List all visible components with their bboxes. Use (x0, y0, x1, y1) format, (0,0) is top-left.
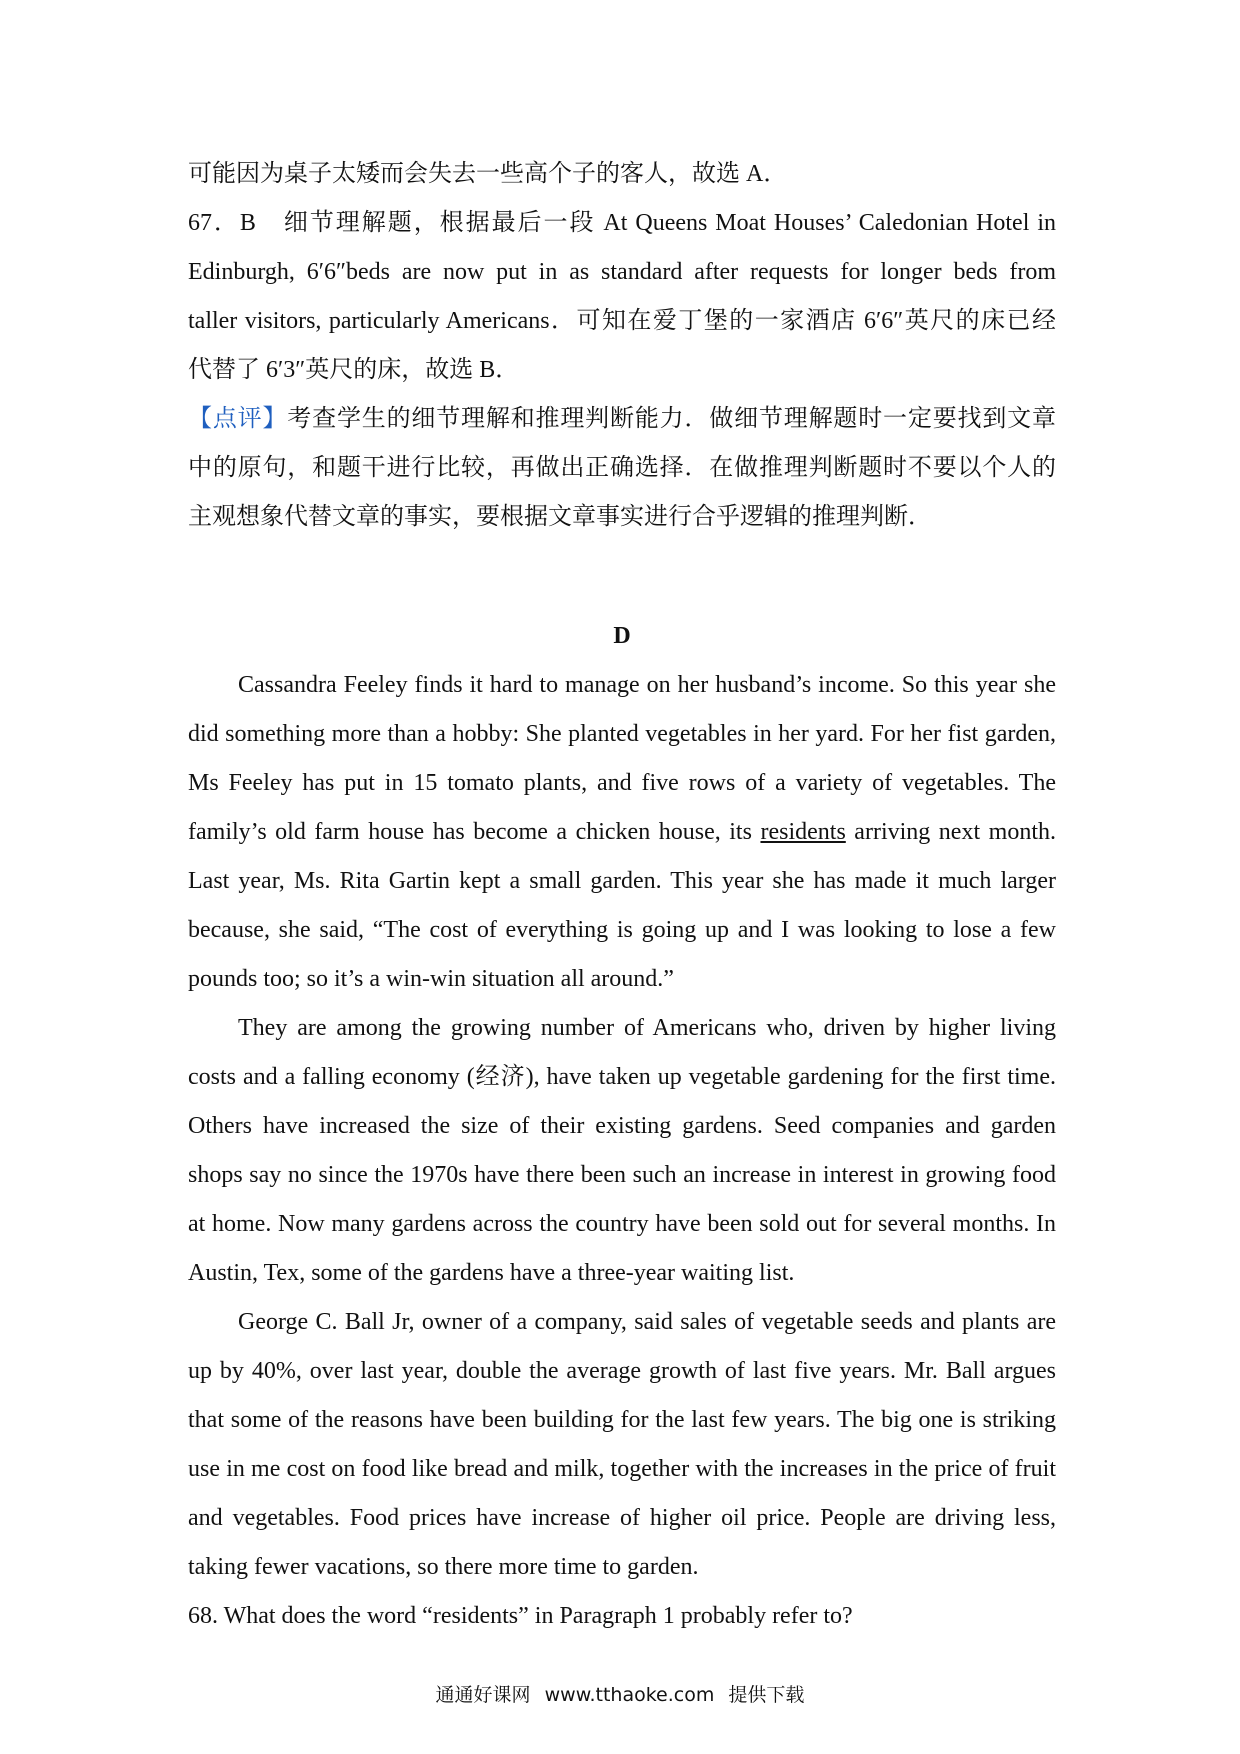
answer-66-tail: 可能因为桌子太矮而会失去一些高个子的客人，故选 A． (188, 161, 788, 187)
passage-paragraph-1 (188, 661, 1056, 1004)
section-title: D (613, 623, 631, 649)
comment-line-3: 主观想象代替文章的事实，要根据文章事实进行合乎逻辑的推理判断． (188, 504, 932, 530)
p1-text-a: Cassandra Feeley finds it hard to manage on her husband’s income. So this year she did something more than a hobby: She planted vegetables in her yard. For her fist garden, Ms Feeley has put in 15 tomato plants, and five rows of a variety of vegetables. The family’s old farm house has become a chicken house, its (188, 672, 1056, 845)
footer-url: www.tthaoke.com (544, 1684, 715, 1706)
footer-note: 提供下载 (728, 1684, 805, 1706)
comment-label: 【点评】 (188, 406, 288, 432)
p1-text-b: arriving next month. Last year, Ms. Rita Gartin kept a small garden. This year she has made it much larger because, she said, “The cost of everything is going up and I was looking to lose a few pounds too; so it’s a win-win situation all around.” (188, 819, 1056, 992)
comment-text-1: 考查学生的细节理解和推理判断能力．做细节理解题时一定要找到文章 (287, 406, 1057, 432)
underlined-word: residents (760, 819, 846, 845)
answer-67-line-3: taller visitors, particularly Americans．可知在爱丁堡的一家酒店 6′6″英尺的床已经 (188, 308, 1056, 334)
comment-line-1 (188, 395, 1056, 444)
answer-67-line-1: 67．B 细节理解题，根据最后一段 At Queens Moat Houses’ Caledonian Hotel in (188, 210, 1056, 236)
page-footer (0, 1680, 1240, 1707)
answer-67-line-4: 代替了 6′3″英尺的床，故选 B． (188, 357, 520, 383)
comment-line-2: 中的原句，和题干进行比较，再做出正确选择．在做推理判断题时不要以个人的 (188, 455, 1056, 481)
question-68: 68. What does the word “residents” in Paragraph 1 probably refer to? (188, 1603, 853, 1629)
passage-paragraph-2: They are among the growing number of Americans who, driven by higher living costs and a falling economy (经济), have taken up vegetable gardening for the first time. Others have increased the size of their existing gardens. Seed companies and garden shops say no since the 1970s have there been such an increase in interest in growing food at home. Now many gardens across the country have been sold out for several months. In Austin, Tex, some of the gardens have a three-year waiting list. (188, 1015, 1056, 1286)
passage-paragraph-3: George C. Ball Jr, owner of a company, said sales of vegetable seeds and plants are up by 40%, over last year, double the average growth of last five years. Mr. Ball argues that some of the reasons have been building for the last few years. The big one is striking use in me cost on food like bread and milk, together with the increases in the price of fruit and vegetables. Food prices have increase of higher oil price. People are driving less, taking fewer vacations, so there more time to garden. (188, 1309, 1056, 1580)
footer-site-name: 通通好课网 (435, 1684, 531, 1706)
answer-67-line-2: Edinburgh, 6′6″beds are now put in as standard after requests for longer beds from (188, 259, 1056, 285)
document-page (188, 150, 1056, 1641)
passage (188, 661, 1056, 1592)
